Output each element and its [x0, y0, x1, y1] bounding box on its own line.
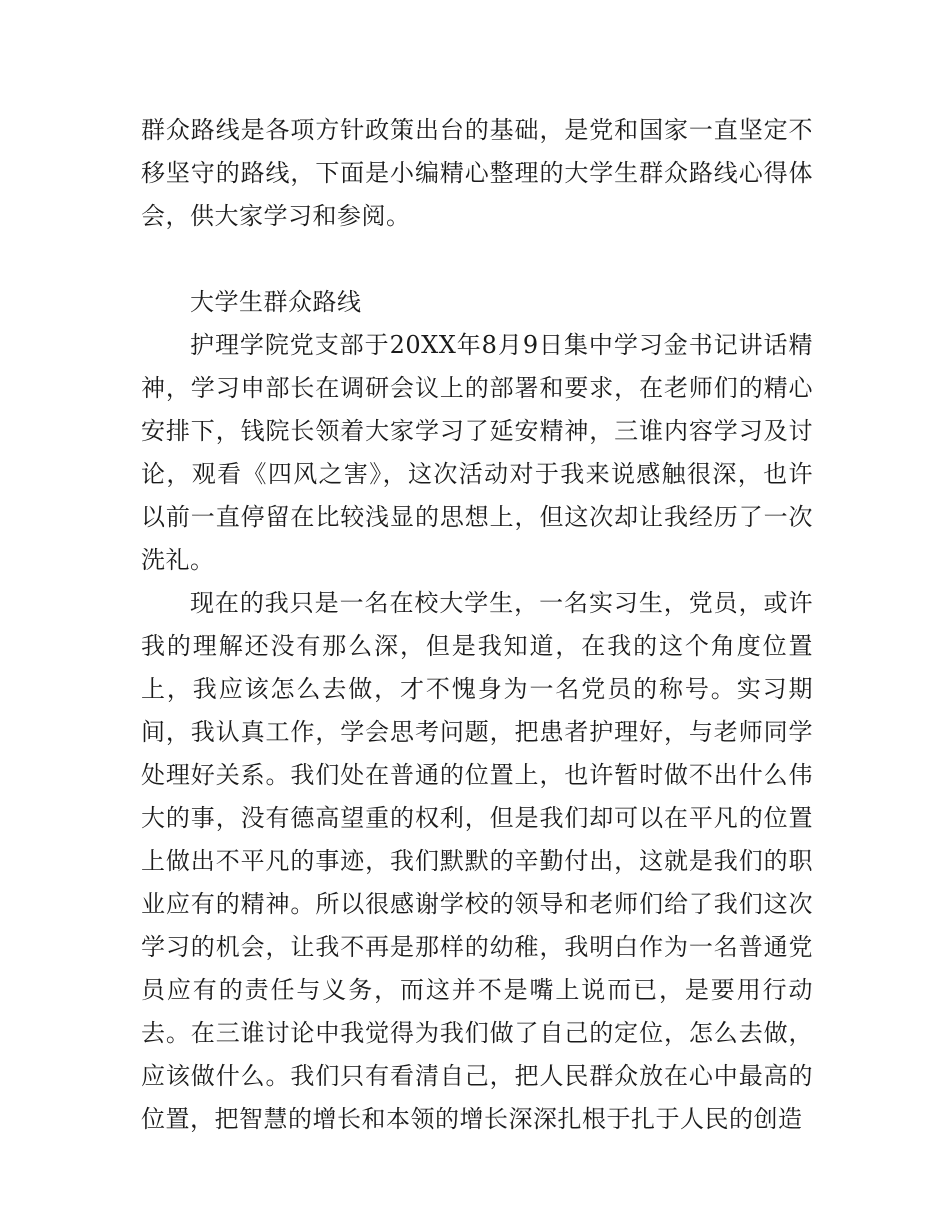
body-paragraph-1: 护理学院党支部于20XX年8月9日集中学习金书记讲话精神，学习申部长在调研会议上的部署和要求，在老师们的精心安排下，钱院长领着大家学习了延安精神，三谁内容学习及讨论，观看《四风之害》，这次活动对于我来说感触很深，也许以前一直停留在比较浅显的思想上，但这次却让我经历了一次洗礼。: [141, 331, 813, 574]
intro-paragraph: 群众路线是各项方针政策出台的基础，是党和国家一直坚定不移坚守的路线，下面是小编精心整理的大学生群众路线心得体会，供大家学习和参阅。: [141, 116, 813, 230]
document-body: [141, 109, 813, 1141]
body-paragraph-2: 现在的我只是一名在校大学生，一名实习生，党员，或许我的理解还没有那么深，但是我知道，在我的这个角度位置上，我应该怎么去做，才不愧身为一名党员的称号。实习期间，我认真工作，学会思考问题，把患者护理好，与老师同学处理好关系。我们处在普通的位置上，也许暂时做不出什么伟大的事，没有德高望重的权利，但是我们却可以在平凡的位置上做出不平凡的事迹，我们默默的辛勤付出，这就是我们的职业应有的精神。所以很感谢学校的领导和老师们给了我们这次学习的机会，让我不再是那样的幼稚，我明白作为一名普通党员应有的责任与义务，而这并不是嘴上说而已，是要用行动去。在三谁讨论中我觉得为我们做了自己的定位，怎么去做，应该做什么。我们只有看清自己，把人民群众放在心中最高的位置，把智慧的增长和本领的增长深深扎根于扎于人民的创造: [141, 589, 813, 1133]
section-heading: 大学生群众路线: [190, 288, 362, 316]
